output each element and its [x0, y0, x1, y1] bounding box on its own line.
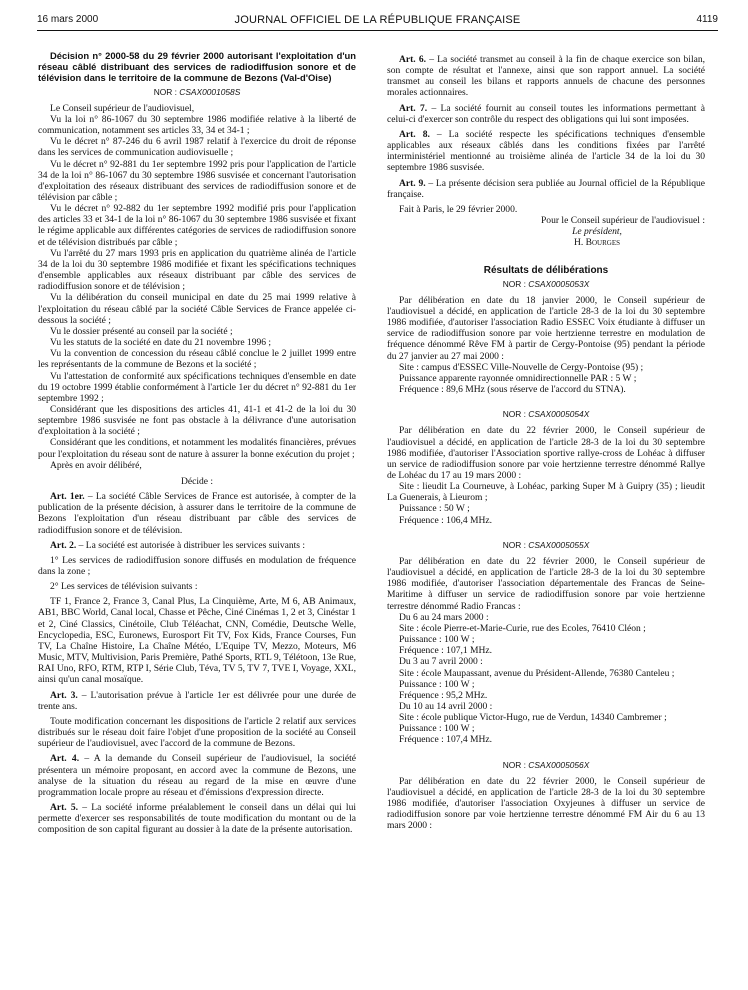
article-number: Art. 9.: [399, 177, 426, 189]
deliberation-detail: Site : campus d'ESSEC Ville-Nouvelle de Cergy-Pontoise (95) ;: [399, 361, 644, 373]
article-text: – La société est autorisée à distribuer les services suivants :: [76, 539, 306, 551]
right-column: [387, 50, 705, 832]
deliberation-nor: [387, 540, 705, 551]
nor-code: CSAX0005053X: [528, 278, 590, 289]
decide-heading: Décide :: [180, 475, 214, 487]
header-page-number: 4119: [696, 14, 718, 25]
article-paragraph: [38, 753, 356, 798]
nor-code: CSAX0005054X: [528, 409, 590, 420]
article-paragraph: [387, 129, 705, 174]
article-number: Art. 1er.: [50, 491, 85, 503]
visa-list: [38, 103, 356, 471]
article-number: Art. 3.: [50, 689, 78, 701]
nor-label: NOR :: [502, 409, 526, 420]
deliberation-detail: Du 3 au 7 avril 2000 :: [399, 656, 483, 668]
nor-label: NOR :: [502, 278, 526, 289]
decision-nor: [38, 87, 356, 98]
article-number: Art. 7.: [399, 102, 428, 114]
header-date: 16 mars 2000: [37, 14, 99, 25]
signature-line: Pour le Conseil supérieur de l'audiovisuel :: [541, 215, 705, 227]
article-paragraph: [38, 716, 356, 749]
deliberation-text: Par délibération en date du 22 février 2000, le Conseil supérieur de l'audiovisuel a décidé, en application de l'article 28-3 de la loi du 30 septembre 1986 modifiée, d'autoriser l'association Oxyjeunes à diffuser un service de radiodiffusion sonore par voie hertzienne terrestre dénommé FM Air du 6 au 13 mars 2000 :: [387, 775, 705, 832]
visa-paragraph: Vu la délibération du conseil municipal en date du 25 mai 1999 relative à l'exploitation du réseau câblé par la société Câble Services de France appelée ci-dessous la société ;: [38, 292, 356, 326]
article-text: – L'autorisation prévue à l'article 1er est délivrée pour une durée de trente ans.: [38, 689, 356, 712]
service-item: TF 1, France 2, France 3, Canal Plus, La Cinquième, Arte, M 6, AB Animaux, AB1, BBC World, Canal local, Chasse et Pêche, Ciné Cinémas 1, 2 et 3, Cinéstar 1 et 2, Ciné Classics, Cinétoile, Club Téléachat, CNN, Comédie, Deutsche Welle, Encyclopedia, ESC, Euronews, Eurosport Fit TV, Fox Kids, France Courses, Fun TV, La Chaîne Histoire, La Chaîne Météo, L'Equipe TV, Mezzo, Moteurs, M6 Music, MTV, Multivision, Paris Première, Pathé Sports, RTL 9, Télétoon, 13e Rue, RAI Uno, RFO, RTM, RTP I, Série Club, Téva, TV 5, TV 7, TVE I, Voyage, XXL, ainsi qu'un canal mosaïque.: [38, 596, 356, 686]
deliberation-detail: Fréquence : 107,1 MHz.: [399, 645, 493, 657]
article-number: Art. 4.: [50, 753, 80, 765]
visa-paragraph: Le Conseil supérieur de l'audiovisuel,: [50, 102, 195, 114]
signature-name: H. Bourges: [573, 237, 621, 249]
deliberation-detail: Site : école Maupassant, avenue du Président-Allende, 76380 Canteleu ;: [399, 667, 675, 679]
visa-paragraph: Vu la convention de concession du réseau câblé conclue le 2 juillet 1999 entre les représentants de la commune de Bezons et la société ;: [38, 348, 356, 371]
deliberations-list: [387, 279, 705, 832]
article-paragraph: [38, 540, 356, 551]
deliberation-detail: Site : école publique Victor-Hugo, rue de Verdun, 14340 Cambremer ;: [399, 712, 667, 724]
article-paragraph: [38, 690, 356, 712]
visa-paragraph: Vu le décret n° 92-881 du 1er septembre 1992 pris pour l'application de l'article 34 de la loi n° 86-1067 du 30 septembre 1986 susvisée et concernant l'autorisation d'exploitation des réseaux distribuant des services de radiodiffusion sonore et de télévision par câble ;: [38, 158, 356, 204]
page-header: [37, 14, 718, 30]
decision-title: Décision n° 2000-58 du 29 février 2000 autorisant l'exploitation d'un réseau câblé distribuant des services de radiodiffusion sonore et de télévision dans le territoire de la commune de Bezons (Val-d'Oise): [38, 50, 356, 84]
article-number: Art. 6.: [399, 54, 427, 65]
article-paragraph: [38, 491, 356, 536]
article-text: – A la demande du Conseil supérieur de l'audiovisuel, la société présentera un mémoire proposant, en accord avec la commune de Bezons, une analyse de la situation du réseau au regard de la mise en œuvre d'une programmation locale propre au réseau et d'émissions d'expression directe.: [38, 753, 356, 798]
visa-paragraph: Considérant que les dispositions des articles 41, 41-1 et 41-2 de la loi du 30 septembre 1986 susvisée ne font pas obstacle à la délivrance d'une autorisation d'exploitation à la société ;: [38, 403, 356, 438]
deliberation-detail: Fréquence : 106,4 MHz.: [399, 514, 493, 526]
article-text: – La société respecte les spécifications techniques d'ensemble applicables aux réseaux câblés dans les conditions fixées par l'arrêté interministériel mentionné au troisième alinéa de l'article 34 de la loi du 30 septembre 1986 susvisée.: [387, 128, 705, 174]
nor-label: NOR :: [153, 86, 177, 97]
header-rule: [37, 30, 718, 31]
done-at: Fait à Paris, le 29 février 2000.: [399, 203, 518, 215]
deliberation-nor: [387, 279, 705, 290]
articles-list-continued: [387, 54, 705, 200]
left-column: [38, 50, 356, 835]
visa-paragraph: Vu le dossier présenté au conseil par la société ;: [50, 325, 233, 337]
article-text: – La société Câble Services de France est autorisée, à compter de la publication de la présente décision, à assurer dans le territoire de la commune de Bezons l'exploitation d'un réseau distribuant par câble des services de radiodiffusion sonore et de télévision.: [38, 491, 356, 536]
header-journal-title: JOURNAL OFFICIEL DE LA RÉPUBLIQUE FRANÇAISE: [234, 14, 521, 26]
deliberation-nor: [387, 409, 705, 420]
deliberation-detail: Puissance : 100 W ;: [399, 634, 475, 646]
nor-code: CSAX0005056X: [528, 759, 590, 770]
deliberation-detail: Fréquence : 95,2 MHz.: [399, 689, 488, 701]
deliberation-detail: Site : école Pierre-et-Marie-Curie, rue des Ecoles, 76410 Cléon ;: [399, 622, 646, 634]
article-number: Art. 8.: [399, 128, 430, 140]
deliberation-detail: Fréquence : 89,6 MHz (sous réserve de l'accord du STNA).: [399, 384, 626, 396]
service-item: 1° Les services de radiodiffusion sonore diffusés en modulation de fréquence dans la zone ;: [38, 554, 356, 578]
deliberation-text: Par délibération en date du 22 février 2000, le Conseil supérieur de l'audiovisuel a décidé, en application de l'article 28-3 de la loi du 30 septembre 1986 modifiée, d'autoriser l'association départementale des Francas de Seine-Maritime à diffuser un service de radiodiffusion sonore par voie hertzienne terrestre dénommé Radio Francas :: [387, 555, 705, 612]
visa-paragraph: Après en avoir délibéré,: [50, 459, 142, 471]
article-text: – La société informe préalablement le conseil dans un délai qui lui permette d'exercer ses responsabilités de toute modification du montant ou de la composition de son capital figurant au dossier à la date de la présente autorisation.: [38, 801, 357, 836]
deliberation-text: Par délibération en date du 18 janvier 2000, le Conseil supérieur de l'audiovisuel a décidé, en application de l'article 28-3 de la loi du 30 septembre 1986 modifiée, d'autoriser l'association Radio ESSEC Voix étudiante à diffuser un service de radiodiffusion sonore par voie hertzienne terrestre en modulation de fréquence dénommé Rêve FM à partir de Cergy-Pontoise (95) pendant la période du 27 janvier au 27 mai 2000 :: [387, 294, 705, 362]
visa-paragraph: Vu l'arrêté du 27 mars 1993 pris en application du quatrième alinéa de l'article 34 de la loi du 30 septembre 1986 modifiée et fixant les spécifications techniques d'ensemble applicables aux réseaux distribuant par câble des services de radiodiffusion sonore et de télévision ;: [38, 247, 356, 293]
section-heading: Résultats de délibérations: [483, 264, 609, 276]
article-text: – La société fournit au conseil toutes les informations permettant à celui-ci d'exercer son contrôle du respect des obligations qui lui sont imposées.: [387, 102, 705, 125]
article-paragraph: [387, 54, 705, 99]
nor-code: CSAX0005055X: [528, 539, 590, 550]
article-paragraph: [387, 178, 705, 200]
visa-paragraph: Vu le décret n° 92-882 du 1er septembre 1992 modifié pris pour l'application des articles 33 et 34-1 de la loi n° 86-1067 du 30 septembre 1986 susvisée et fixant le régime applicable aux différentes catégories de services de radiodiffusion sonore et de télévision distribués par câble ;: [38, 203, 356, 248]
nor-label: NOR :: [502, 539, 526, 550]
article-text: Toute modification concernant les dispositions de l'article 2 relatif aux services distribués sur le réseau doit faire l'objet d'une proposition de la société au Conseil supérieur de l'audiovisuel, avec l'accord de la commune de Bezons.: [38, 715, 356, 750]
deliberation-detail: Puissance : 100 W ;: [399, 723, 475, 735]
article-paragraph: [387, 103, 705, 125]
nor-code: CSAX0001058S: [179, 86, 241, 97]
deliberation-detail: Du 10 au 14 avril 2000 :: [399, 700, 493, 712]
visa-paragraph: Vu les statuts de la société en date du 21 novembre 1996 ;: [50, 337, 272, 349]
deliberation-text: Par délibération en date du 22 février 2000, le Conseil supérieur de l'audiovisuel a décidé, en application de l'article 28-3 de la loi du 30 septembre 1986 modifiée, d'autoriser l'Association sportive rallye-cross de Lohéac à diffuser un service de radiodiffusion sonore par voie hertzienne terrestre dénommé Rallye de Lohéac du 17 au 19 mars 2000 :: [387, 425, 705, 481]
nor-label: NOR :: [502, 759, 526, 770]
article-paragraph: [38, 802, 356, 835]
article-number: Art. 5.: [50, 801, 79, 813]
service-item: 2° Les services de télévision suivants :: [50, 581, 198, 593]
visa-paragraph: Vu la loi n° 86-1067 du 30 septembre 1986 modifiée relative à la liberté de communication, notamment ses articles 33, 34 et 34-1 ;: [38, 113, 356, 137]
deliberation-nor: [387, 760, 705, 771]
deliberation-detail: Puissance apparente rayonnée omnidirectionnelle PAR : 5 W ;: [399, 372, 637, 384]
deliberation-detail: Puissance : 50 W ;: [399, 503, 470, 515]
signature-role: Le président,: [572, 226, 622, 238]
deliberation-detail: Fréquence : 107,4 MHz.: [399, 734, 493, 746]
article-text: – La présente décision sera publiée au Journal officiel de la République française.: [387, 177, 706, 200]
visa-paragraph: Vu l'attestation de conformité aux spécifications techniques d'ensemble en date du 19 octobre 1999 établie conformément à l'article 1er du décret n° 92-881 du 1er septembre 1992 ;: [38, 370, 356, 404]
article-number: Art. 2.: [50, 539, 77, 551]
deliberation-detail: Du 6 au 24 mars 2000 :: [399, 611, 489, 623]
articles-list: [38, 491, 356, 835]
deliberation-detail: Puissance : 100 W ;: [399, 678, 475, 690]
article-text: – La société transmet au conseil à la fin de chaque exercice son bilan, son compte de résultat et l'annexe, ainsi que son rapport annuel. La société transmet au conseil les bilans et rapports annuels de chacune des personnes morales actionnaires.: [387, 54, 705, 99]
visa-paragraph: Considérant que les conditions, et notamment les modalités financières, prévues pour l'exploitation du réseau sont de nature à assurer la bonne exécution du projet ;: [38, 437, 356, 460]
visa-paragraph: Vu le décret n° 87-246 du 6 avril 1987 relatif à l'exercice du droit de réponse dans les services de communication audiovisuelle ;: [38, 136, 356, 159]
deliberation-detail: Site : lieudit La Courneuve, à Lohéac, parking Super M à Guipry (35) ; lieudit La Guenerais, à Lieurom ;: [387, 481, 705, 504]
